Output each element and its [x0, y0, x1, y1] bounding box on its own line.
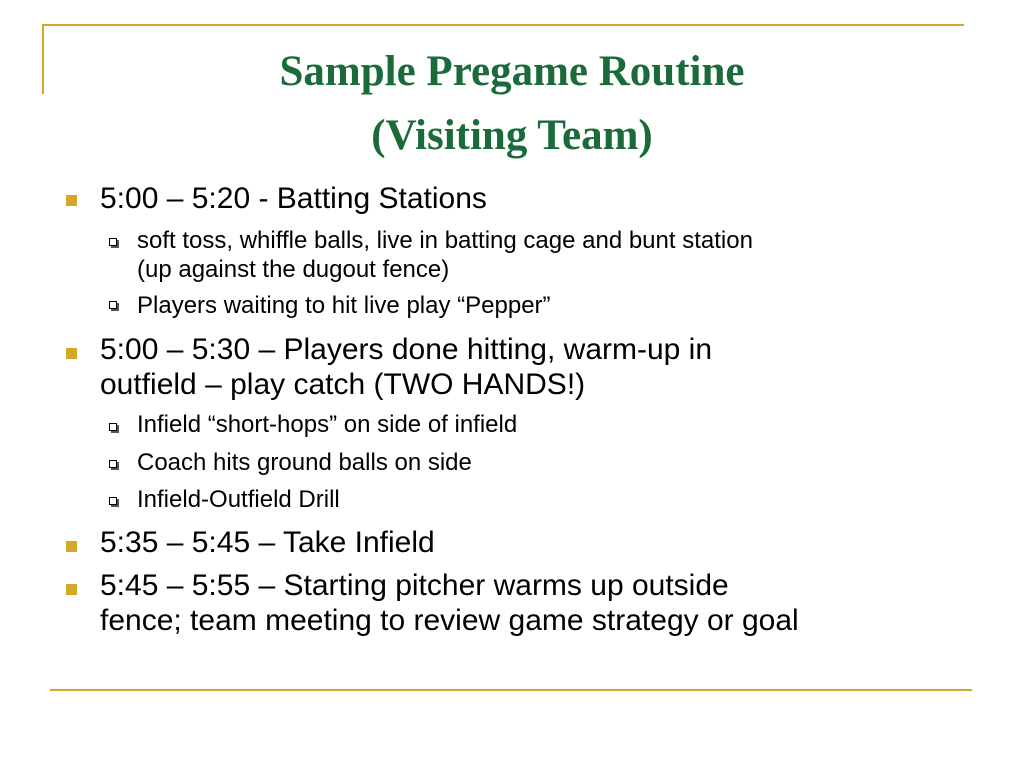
- bullet-2-sub-3: Infield-Outfield Drill: [137, 486, 340, 513]
- square-bullet-icon: [66, 348, 77, 359]
- square-bullet-icon: [66, 541, 77, 552]
- bottom-rule: [50, 689, 972, 691]
- bullet-2-sub-1: Infield “short-hops” on side of infield: [137, 411, 518, 438]
- bullet-2-text-cont: outfield – play catch (TWO HANDS!): [100, 368, 586, 401]
- bullet-2-text: 5:00 – 5:30 – Players done hitting, warm-up in: [100, 333, 713, 366]
- bullet-4-text: 5:45 – 5:55 – Starting pitcher warms up outside: [100, 569, 729, 602]
- hollow-square-bullet-icon: [109, 238, 117, 246]
- bullet-1-sub-1: soft toss, whiffle balls, live in batting cage and bunt station: [137, 227, 753, 254]
- hollow-square-bullet-icon: [109, 301, 117, 309]
- slide-subtitle: (Visiting Team): [371, 112, 653, 159]
- hollow-square-bullet-icon: [109, 423, 117, 431]
- bullet-1-sub-1-cont: (up against the dugout fence): [137, 256, 450, 283]
- bullet-3-text: 5:35 – 5:45 – Take Infield: [100, 526, 435, 559]
- hollow-square-bullet-icon: [109, 460, 117, 468]
- hollow-square-bullet-icon: [109, 497, 117, 505]
- bullet-1-sub-2: Players waiting to hit live play “Pepper”: [137, 292, 551, 319]
- bullet-1-text: 5:00 – 5:20 - Batting Stations: [100, 182, 487, 215]
- slide-title: Sample Pregame Routine: [279, 48, 745, 95]
- top-rule: [42, 24, 964, 26]
- bullet-4-text-cont: fence; team meeting to review game strategy or goal: [100, 604, 799, 637]
- square-bullet-icon: [66, 584, 77, 595]
- square-bullet-icon: [66, 195, 77, 206]
- bullet-2-sub-2: Coach hits ground balls on side: [137, 449, 472, 476]
